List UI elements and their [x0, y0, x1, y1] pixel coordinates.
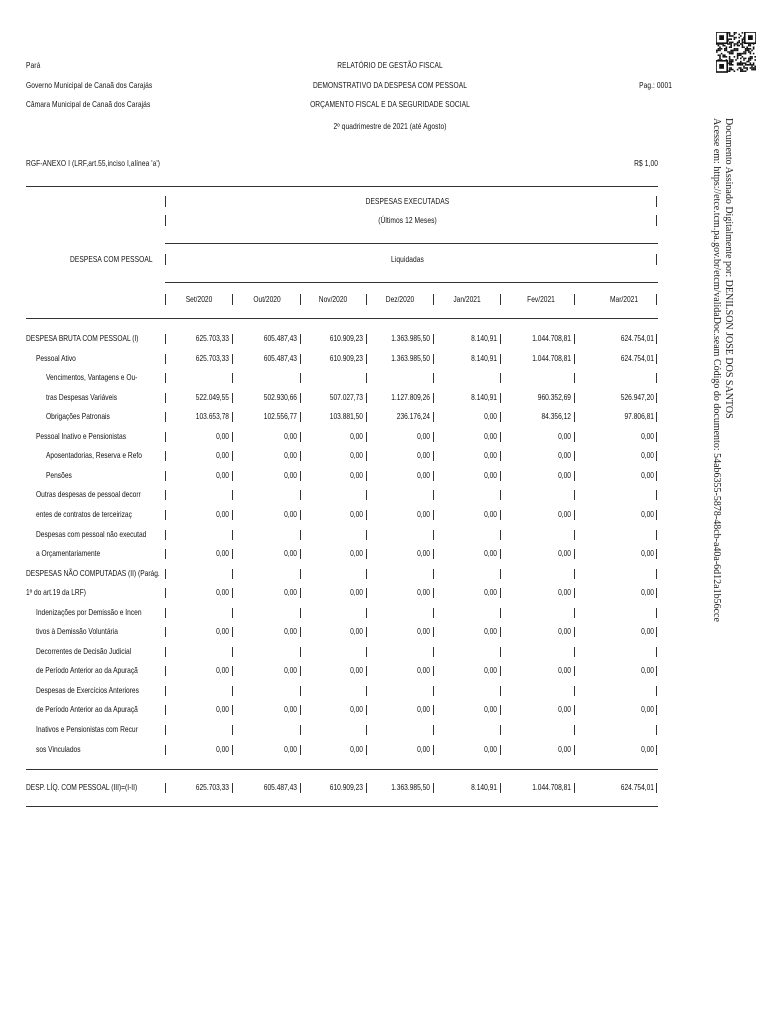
cell-separator — [500, 549, 501, 559]
table-cell: 1.363.985,50 — [391, 333, 430, 343]
cell-separator — [656, 451, 657, 461]
cell-separator — [574, 510, 575, 520]
table-cell: 0,00 — [284, 548, 297, 558]
total-row-label: DESP. LÍQ. COM PESSOAL (III)=(I-II) — [26, 782, 138, 792]
table-cell: 0,00 — [216, 665, 229, 675]
table-cell: 0,00 — [558, 509, 571, 519]
table-cell: 0,00 — [350, 744, 363, 754]
table-cell: 522.049,55 — [195, 392, 229, 402]
table-cell: 103.653,78 — [195, 411, 229, 421]
row-label: Pensões — [46, 470, 72, 480]
cell-separator — [574, 569, 575, 579]
table-cell: 0,00 — [350, 470, 363, 480]
cell-separator — [366, 686, 367, 696]
total-top-rule — [26, 769, 658, 770]
cell-separator — [574, 451, 575, 461]
column-separator — [656, 196, 657, 207]
cell-separator — [232, 647, 233, 657]
cell-separator — [574, 393, 575, 403]
table-cell: 8.140,91 — [471, 333, 497, 343]
chamber-name: Câmara Municipal de Canaã dos Carajás — [26, 99, 151, 109]
cell-separator — [500, 588, 501, 598]
cell-separator — [656, 627, 657, 637]
cell-separator — [165, 647, 166, 657]
cell-separator — [232, 373, 233, 383]
cell-separator — [574, 549, 575, 559]
table-cell: 1.044.708,81 — [532, 353, 571, 363]
month-header: Nov/2020 — [318, 294, 348, 304]
cell-separator — [500, 334, 501, 344]
table-cell: 0,00 — [350, 431, 363, 441]
cell-separator — [500, 490, 501, 500]
table-cell: 0,00 — [350, 665, 363, 675]
cell-separator — [433, 686, 434, 696]
column-separator — [300, 294, 301, 305]
column-separator — [165, 215, 166, 226]
cell-separator — [500, 451, 501, 461]
table-cell: 0,00 — [641, 509, 654, 519]
column-separator — [165, 254, 166, 265]
table-cell: 0,00 — [558, 470, 571, 480]
table-cell: 0,00 — [484, 470, 497, 480]
cell-separator — [656, 393, 657, 403]
row-label: de Período Anterior ao da Apuraçã — [36, 665, 138, 675]
cell-separator — [500, 510, 501, 520]
cell-separator — [574, 588, 575, 598]
row-header: DESPESA COM PESSOAL — [70, 254, 153, 264]
cell-separator — [500, 393, 501, 403]
cell-separator — [433, 608, 434, 618]
cell-separator — [165, 490, 166, 500]
column-separator — [656, 215, 657, 226]
signature-line: Documento Assinado Digitalmente por: DENILSON JOSE DOS SANTOS — [723, 118, 734, 419]
row-label: Vencimentos, Vantagens e Ou- — [46, 372, 138, 382]
cell-separator — [300, 647, 301, 657]
table-cell: 0,00 — [417, 744, 430, 754]
period-label: 2º quadrimestre de 2021 (até Agosto) — [333, 121, 447, 131]
cell-separator — [500, 373, 501, 383]
cell-separator — [574, 745, 575, 755]
table-cell: 0,00 — [417, 665, 430, 675]
cell-separator — [656, 490, 657, 500]
row-label: sos Vinculados — [36, 744, 81, 754]
cell-separator — [656, 373, 657, 383]
cell-separator — [500, 783, 501, 793]
cell-separator — [500, 666, 501, 676]
table-cell: 0,00 — [641, 626, 654, 636]
table-cell: 0,00 — [350, 626, 363, 636]
table-top-rule — [26, 186, 658, 187]
cell-separator — [300, 569, 301, 579]
cell-separator — [165, 530, 166, 540]
cell-separator — [165, 608, 166, 618]
cell-separator — [656, 666, 657, 676]
table-cell: 0,00 — [558, 587, 571, 597]
total-cell: 610.909,23 — [329, 782, 363, 792]
table-cell: 0,00 — [558, 704, 571, 714]
table-cell: 0,00 — [216, 744, 229, 754]
table-cell: 0,00 — [417, 450, 430, 460]
cell-separator — [656, 412, 657, 422]
cell-separator — [366, 530, 367, 540]
column-separator — [656, 254, 657, 265]
report-title: RELATÓRIO DE GESTÃO FISCAL — [337, 60, 443, 70]
cell-separator — [500, 432, 501, 442]
table-cell: 8.140,91 — [471, 392, 497, 402]
cell-separator — [574, 334, 575, 344]
row-label: tras Despesas Variáveis — [46, 392, 118, 402]
table-cell: 502.930,66 — [263, 392, 297, 402]
cell-separator — [300, 608, 301, 618]
table-cell: 0,00 — [284, 665, 297, 675]
table-cell: 0,00 — [558, 431, 571, 441]
cell-separator — [300, 725, 301, 735]
cell-separator — [656, 530, 657, 540]
month-header: Mar/2021 — [609, 294, 639, 304]
table-cell: 0,00 — [484, 431, 497, 441]
row-label: Despesas com pessoal não executad — [36, 529, 147, 539]
table-cell: 507.027,73 — [329, 392, 363, 402]
cell-separator — [656, 471, 657, 481]
table-cell: 0,00 — [641, 450, 654, 460]
cell-separator — [433, 569, 434, 579]
cell-separator — [366, 373, 367, 383]
table-cell: 1.044.708,81 — [532, 333, 571, 343]
table-cell: 0,00 — [216, 626, 229, 636]
cell-separator — [656, 686, 657, 696]
table-cell: 0,00 — [284, 587, 297, 597]
cell-separator — [574, 530, 575, 540]
table-cell: 0,00 — [284, 704, 297, 714]
table-cell: 84.356,12 — [541, 411, 571, 421]
cell-separator — [656, 783, 657, 793]
row-label: DESPESAS NÃO COMPUTADAS (II) (Parág. — [26, 568, 160, 578]
table-cell: 0,00 — [284, 509, 297, 519]
cell-separator — [232, 608, 233, 618]
column-separator — [165, 196, 166, 207]
column-separator — [366, 294, 367, 305]
group-rule — [165, 243, 658, 244]
row-label: Aposentadorias, Reserva e Refo — [46, 450, 142, 460]
table-cell: 0,00 — [641, 704, 654, 714]
row-label: de Período Anterior ao da Apuraçã — [36, 704, 138, 714]
cell-separator — [574, 432, 575, 442]
table-cell: 0,00 — [284, 450, 297, 460]
column-separator — [574, 294, 575, 305]
table-cell: 103.881,50 — [329, 411, 363, 421]
table-cell: 625.703,33 — [195, 353, 229, 363]
government-name: Governo Municipal de Canaã dos Carajás — [26, 80, 153, 90]
table-cell: 1.363.985,50 — [391, 353, 430, 363]
table-cell: 0,00 — [641, 548, 654, 558]
header-bottom-rule — [26, 318, 658, 319]
cell-separator — [500, 412, 501, 422]
table-cell: 97.806,81 — [624, 411, 654, 421]
cell-separator — [366, 569, 367, 579]
cell-separator — [300, 490, 301, 500]
cell-separator — [574, 686, 575, 696]
column-separator — [232, 294, 233, 305]
cell-separator — [656, 725, 657, 735]
cell-separator — [500, 530, 501, 540]
table-cell: 0,00 — [417, 626, 430, 636]
cell-separator — [433, 647, 434, 657]
cell-separator — [656, 432, 657, 442]
cell-separator — [500, 608, 501, 618]
qr-code — [716, 32, 756, 104]
table-cell: 0,00 — [284, 744, 297, 754]
column-separator — [500, 294, 501, 305]
cell-separator — [232, 530, 233, 540]
cell-separator — [500, 705, 501, 715]
table-cell: 624.754,01 — [620, 333, 654, 343]
liquidated-label: Liquidadas — [391, 254, 424, 264]
cell-separator — [165, 725, 166, 735]
row-label: Outras despesas de pessoal decorr — [36, 489, 141, 499]
cell-separator — [232, 725, 233, 735]
cell-separator — [165, 569, 166, 579]
month-header: Set/2020 — [185, 294, 213, 304]
cell-separator — [300, 373, 301, 383]
cell-separator — [574, 725, 575, 735]
signature-stamp — [710, 118, 734, 622]
month-header: Fev/2021 — [527, 294, 555, 304]
cell-separator — [574, 608, 575, 618]
table-cell: 0,00 — [641, 744, 654, 754]
cell-separator — [433, 530, 434, 540]
cell-separator — [656, 608, 657, 618]
row-label: DESPESA BRUTA COM PESSOAL (I) — [26, 333, 139, 343]
row-label: Decorrentes de Decisão Judicial — [36, 646, 132, 656]
cell-separator — [574, 354, 575, 364]
cell-separator — [300, 686, 301, 696]
cell-separator — [366, 725, 367, 735]
table-cell: 610.909,23 — [329, 353, 363, 363]
table-cell: 625.703,33 — [195, 333, 229, 343]
column-separator — [165, 294, 166, 305]
cell-separator — [500, 686, 501, 696]
row-label: Despesas de Exercícios Anteriores — [36, 685, 139, 695]
cell-separator — [574, 373, 575, 383]
table-cell: 0,00 — [350, 450, 363, 460]
table-cell: 0,00 — [216, 587, 229, 597]
table-cell: 605.487,43 — [263, 333, 297, 343]
table-cell: 0,00 — [558, 450, 571, 460]
cell-separator — [500, 354, 501, 364]
table-bottom-rule — [26, 806, 658, 807]
row-label: Inativos e Pensionistas com Recur — [36, 724, 138, 734]
row-label: Obrigações Patronais — [46, 411, 110, 421]
cell-separator — [656, 510, 657, 520]
page-number: Pag.: 0001 — [639, 80, 672, 90]
table-cell: 0,00 — [484, 626, 497, 636]
table-cell: 0,00 — [641, 431, 654, 441]
table-cell: 0,00 — [484, 744, 497, 754]
row-label: entes de contratos de terceirizaç — [36, 509, 132, 519]
column-separator — [433, 294, 434, 305]
cell-separator — [165, 686, 166, 696]
table-cell: 236.176,24 — [396, 411, 430, 421]
table-cell: 0,00 — [216, 548, 229, 558]
month-header: Jan/2021 — [453, 294, 481, 304]
cell-separator — [656, 647, 657, 657]
table-cell: 610.909,23 — [329, 333, 363, 343]
total-cell: 1.363.985,50 — [391, 782, 430, 792]
table-cell: 0,00 — [558, 548, 571, 558]
table-cell: 0,00 — [417, 548, 430, 558]
month-header: Out/2020 — [253, 294, 281, 304]
cell-separator — [574, 783, 575, 793]
cell-separator — [500, 725, 501, 735]
table-cell: 0,00 — [484, 665, 497, 675]
annex-label: RGF-ANEXO I (LRF,art.55,inciso I,alínea 'a') — [26, 158, 161, 168]
table-cell: 0,00 — [216, 450, 229, 460]
table-cell: 0,00 — [216, 431, 229, 441]
cell-separator — [574, 412, 575, 422]
cell-separator — [500, 745, 501, 755]
table-cell: 102.556,77 — [263, 411, 297, 421]
cell-separator — [574, 471, 575, 481]
cell-separator — [232, 569, 233, 579]
table-cell: 0,00 — [484, 411, 497, 421]
table-cell: 0,00 — [484, 587, 497, 597]
table-cell: 0,00 — [558, 626, 571, 636]
report-subtitle: DEMONSTRATIVO DA DESPESA COM PESSOAL — [313, 80, 467, 90]
table-cell: 0,00 — [417, 587, 430, 597]
access-line: Acesse em: https://etce.tcm.pa.gov.br/etcm/validaDoc.seam Código do documento: 54ab6355-5878-48cb-a40a-6d12a1b56cce — [711, 118, 722, 622]
table-cell: 0,00 — [641, 470, 654, 480]
cell-separator — [232, 490, 233, 500]
cell-separator — [574, 490, 575, 500]
row-label: Pessoal Ativo — [36, 353, 76, 363]
row-label: 1º do art.19 da LRF) — [26, 587, 86, 597]
group-subheader: (Últimos 12 Meses) — [378, 215, 437, 225]
cell-separator — [574, 705, 575, 715]
total-cell: 8.140,91 — [471, 782, 497, 792]
table-cell: 0,00 — [417, 509, 430, 519]
table-cell: 0,00 — [350, 704, 363, 714]
cell-separator — [500, 471, 501, 481]
cell-separator — [656, 705, 657, 715]
state-name: Pará — [26, 60, 41, 70]
table-cell: 0,00 — [484, 450, 497, 460]
cell-separator — [165, 373, 166, 383]
cell-separator — [500, 647, 501, 657]
budget-label: ORÇAMENTO FISCAL E DA SEGURIDADE SOCIAL — [310, 99, 470, 109]
table-cell: 0,00 — [284, 626, 297, 636]
table-cell: 0,00 — [558, 665, 571, 675]
total-cell: 605.487,43 — [263, 782, 297, 792]
currency-label: R$ 1,00 — [634, 158, 658, 168]
cell-separator — [574, 666, 575, 676]
cell-separator — [366, 647, 367, 657]
cell-separator — [656, 549, 657, 559]
table-cell: 8.140,91 — [471, 353, 497, 363]
table-cell: 0,00 — [216, 704, 229, 714]
cell-separator — [366, 490, 367, 500]
table-cell: 0,00 — [641, 665, 654, 675]
group-header: DESPESAS EXECUTADAS — [365, 196, 450, 206]
table-cell: 0,00 — [350, 548, 363, 558]
table-cell: 0,00 — [417, 431, 430, 441]
total-cell: 624.754,01 — [620, 782, 654, 792]
row-label: Indenizações por Demissão e Incen — [36, 607, 142, 617]
table-cell: 0,00 — [417, 470, 430, 480]
table-cell: 0,00 — [284, 470, 297, 480]
table-cell: 0,00 — [350, 587, 363, 597]
cell-separator — [366, 608, 367, 618]
cell-separator — [656, 588, 657, 598]
table-cell: 0,00 — [484, 704, 497, 714]
table-cell: 526.947,20 — [620, 392, 654, 402]
table-cell: 0,00 — [558, 744, 571, 754]
cell-separator — [574, 627, 575, 637]
table-cell: 0,00 — [284, 431, 297, 441]
cell-separator — [656, 745, 657, 755]
table-cell: 605.487,43 — [263, 353, 297, 363]
cell-separator — [433, 373, 434, 383]
cell-separator — [656, 569, 657, 579]
table-cell: 0,00 — [484, 509, 497, 519]
row-label: tivos à Demissão Voluntária — [36, 626, 118, 636]
table-cell: 0,00 — [216, 470, 229, 480]
month-header: Dez/2020 — [385, 294, 415, 304]
cell-separator — [656, 334, 657, 344]
total-cell: 1.044.708,81 — [532, 782, 571, 792]
table-cell: 0,00 — [350, 509, 363, 519]
cell-separator — [574, 647, 575, 657]
table-cell: 1.127.809,26 — [391, 392, 430, 402]
liquidated-rule — [165, 282, 658, 283]
cell-separator — [433, 490, 434, 500]
cell-separator — [300, 530, 301, 540]
table-cell: 0,00 — [641, 587, 654, 597]
cell-separator — [656, 354, 657, 364]
table-cell: 624.754,01 — [620, 353, 654, 363]
row-label: a Orçamentariamente — [36, 548, 101, 558]
cell-separator — [500, 627, 501, 637]
cell-separator — [433, 725, 434, 735]
column-separator — [656, 294, 657, 305]
table-cell: 0,00 — [216, 509, 229, 519]
total-cell: 625.703,33 — [195, 782, 229, 792]
cell-separator — [232, 686, 233, 696]
cell-separator — [500, 569, 501, 579]
table-cell: 960.352,69 — [537, 392, 571, 402]
table-cell: 0,00 — [484, 548, 497, 558]
table-cell: 0,00 — [417, 704, 430, 714]
row-label: Pessoal Inativo e Pensionistas — [36, 431, 127, 441]
